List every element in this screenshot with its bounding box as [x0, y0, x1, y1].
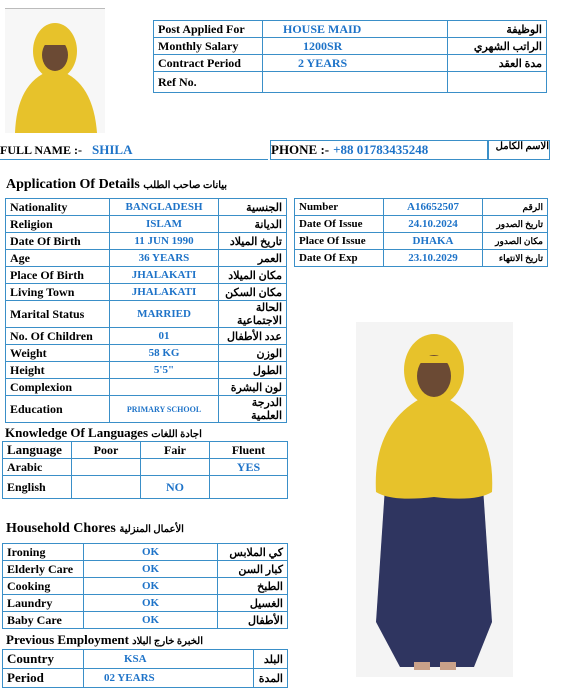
table-row: Religion ISLAM الديانة [6, 216, 287, 233]
table-row: Age 36 YEARS العمر [6, 250, 287, 267]
table-row: No. Of Children 01 عدد الأطفال [6, 328, 287, 345]
table-row: Monthly Salary 1200SR الراتب الشهري [154, 38, 547, 55]
table-row: English NO [3, 476, 288, 499]
table-row: Ref No. [154, 72, 547, 93]
application-table [5, 198, 287, 423]
table-row: Elderly Care OK كبار السن [3, 561, 288, 578]
full-name-arabic: الاسم الكامل [488, 140, 550, 160]
chores-table [2, 543, 288, 629]
passport-table [294, 198, 548, 267]
job-table [153, 20, 547, 93]
table-row: Number A16652507 الرقم [295, 199, 548, 216]
full-name-row [0, 141, 268, 160]
table-row: Complexion لون البشرة [6, 379, 287, 396]
table-row: Weight 58 KG الوزن [6, 345, 287, 362]
table-row: Period 02 YEARS المدة [3, 669, 288, 688]
phone-row [270, 140, 488, 160]
table-row: Marital Status MARRIED الحالة الاجتماعية [6, 301, 287, 328]
table-row: Education PRIMARY SCHOOL الدرجة العلمية [6, 396, 287, 423]
table-row: Contract Period 2 YEARS مدة العقد [154, 55, 547, 72]
table-row: Nationality BANGLADESH الجنسية [6, 199, 287, 216]
application-title: Application Of Details بيانات صاحب الطلب [6, 177, 228, 192]
table-row: Living Town JHALAKATI مكان السكن [6, 284, 287, 301]
full-name-label: FULL NAME :- [0, 143, 82, 157]
chores-title: Household Chores الأعمال المنزلية [6, 521, 184, 536]
table-row: Place Of Birth JHALAKATI مكان الميلاد [6, 267, 287, 284]
phone-label: PHONE :- [271, 142, 330, 157]
table-row: Height 5'5" الطول [6, 362, 287, 379]
full-body-photo [356, 322, 513, 677]
employment-title: Previous Employment الخبرة خارج البلاد [6, 632, 203, 647]
table-row: Cooking OK الطبخ [3, 578, 288, 595]
table-row: Laundry OK الغسيل [3, 595, 288, 612]
portrait-photo [5, 8, 105, 133]
full-name-value: SHILA [92, 142, 133, 157]
employment-table [2, 649, 288, 688]
table-row: Ironing OK كي الملابس [3, 544, 288, 561]
languages-title: Knowledge Of Languages اجادة اللغات [5, 425, 202, 440]
table-row: Date Of Issue 24.10.2024 تاريخ الصدور [295, 216, 548, 233]
table-row: Date Of Exp 23.10.2029 تاريخ الانتهاء [295, 250, 548, 267]
table-row: Country KSA البلد [3, 650, 288, 669]
table-row: Baby Care OK الأطفال [3, 612, 288, 629]
languages-table [2, 441, 288, 499]
phone-value: +88 01783435248 [333, 142, 429, 157]
table-row: Place Of Issue DHAKA مكان الصدور [295, 233, 548, 250]
table-row: Post Applied For HOUSE MAID الوظيفة [154, 21, 547, 38]
table-row: Language Poor Fair Fluent [3, 442, 288, 459]
table-row: Arabic YES [3, 459, 288, 476]
table-row: Date Of Birth 11 JUN 1990 تاريخ الميلاد [6, 233, 287, 250]
